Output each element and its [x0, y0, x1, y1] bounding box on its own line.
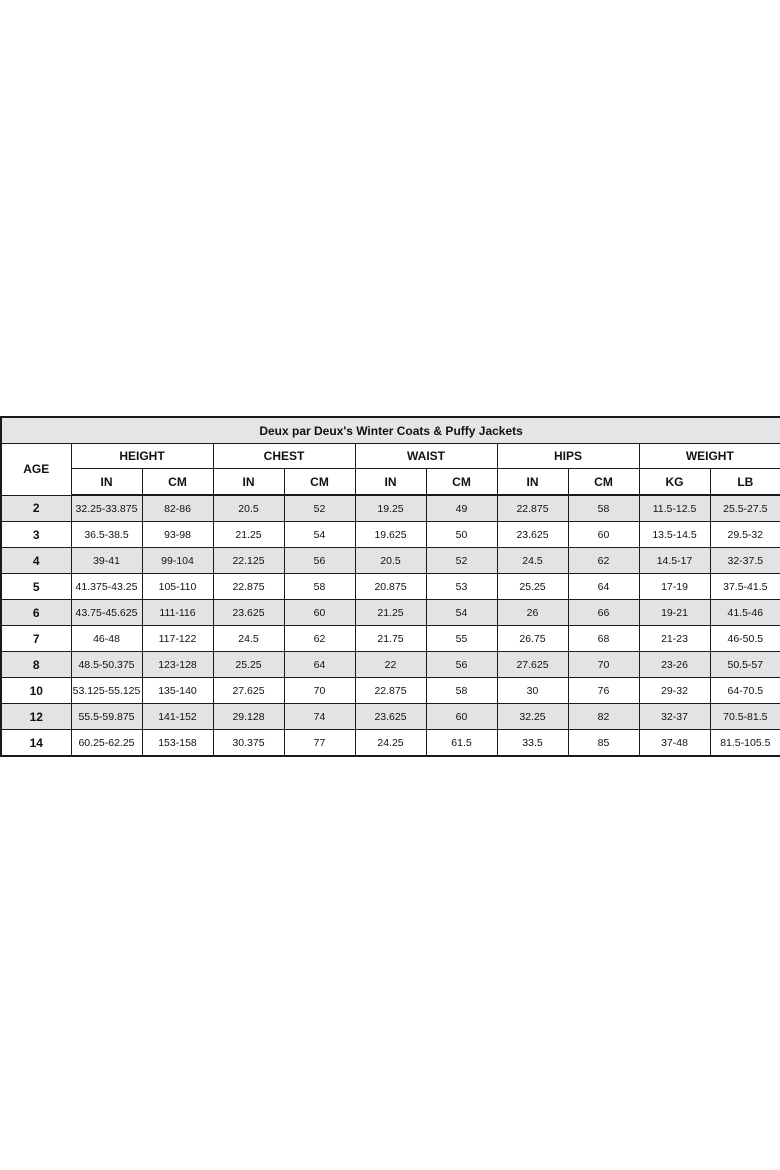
group-header-height: HEIGHT [71, 444, 213, 469]
size-chart-table [0, 416, 780, 757]
cell-chest-cm: 62 [284, 626, 355, 652]
cell-hips-in: 24.5 [497, 548, 568, 574]
unit-header-waist-cm: CM [426, 469, 497, 496]
cell-waist-in: 19.625 [355, 522, 426, 548]
cell-chest-cm: 54 [284, 522, 355, 548]
cell-weight-kg: 11.5-12.5 [639, 495, 710, 522]
cell-chest-cm: 64 [284, 652, 355, 678]
cell-height-cm: 135-140 [142, 678, 213, 704]
cell-waist-in: 19.25 [355, 495, 426, 522]
cell-hips-cm: 68 [568, 626, 639, 652]
cell-height-cm: 153-158 [142, 730, 213, 757]
cell-chest-in: 24.5 [213, 626, 284, 652]
cell-hips-in: 27.625 [497, 652, 568, 678]
cell-waist-cm: 58 [426, 678, 497, 704]
cell-chest-cm: 60 [284, 600, 355, 626]
cell-waist-cm: 52 [426, 548, 497, 574]
unit-header-weight-kg: KG [639, 469, 710, 496]
age-header: AGE [1, 444, 71, 496]
cell-height-cm: 99-104 [142, 548, 213, 574]
unit-header-waist-in: IN [355, 469, 426, 496]
cell-height-cm: 141-152 [142, 704, 213, 730]
unit-header-weight-lb: LB [710, 469, 780, 496]
cell-waist-cm: 56 [426, 652, 497, 678]
cell-waist-in: 21.25 [355, 600, 426, 626]
cell-height-in: 36.5-38.5 [71, 522, 142, 548]
age-cell: 4 [1, 548, 71, 574]
cell-height-in: 39-41 [71, 548, 142, 574]
cell-hips-in: 26.75 [497, 626, 568, 652]
age-cell: 14 [1, 730, 71, 757]
group-header-hips: HIPS [497, 444, 639, 469]
table-row [1, 574, 780, 600]
cell-waist-in: 22.875 [355, 678, 426, 704]
group-header-waist: WAIST [355, 444, 497, 469]
cell-weight-kg: 23-26 [639, 652, 710, 678]
cell-chest-in: 29.128 [213, 704, 284, 730]
cell-waist-in: 20.875 [355, 574, 426, 600]
cell-waist-cm: 53 [426, 574, 497, 600]
table-row [1, 704, 780, 730]
cell-weight-kg: 17-19 [639, 574, 710, 600]
cell-height-in: 32.25-33.875 [71, 495, 142, 522]
cell-chest-cm: 52 [284, 495, 355, 522]
cell-height-cm: 93-98 [142, 522, 213, 548]
cell-hips-in: 32.25 [497, 704, 568, 730]
size-chart-body [1, 495, 780, 756]
table-row [1, 522, 780, 548]
cell-weight-lb: 70.5-81.5 [710, 704, 780, 730]
cell-weight-lb: 46-50.5 [710, 626, 780, 652]
group-header-chest: CHEST [213, 444, 355, 469]
cell-height-cm: 82-86 [142, 495, 213, 522]
cell-weight-lb: 81.5-105.5 [710, 730, 780, 757]
cell-height-in: 43.75-45.625 [71, 600, 142, 626]
unit-header-height-in: IN [71, 469, 142, 496]
cell-hips-in: 22.875 [497, 495, 568, 522]
cell-weight-lb: 32-37.5 [710, 548, 780, 574]
cell-waist-in: 22 [355, 652, 426, 678]
table-row [1, 626, 780, 652]
table-row [1, 652, 780, 678]
cell-hips-in: 33.5 [497, 730, 568, 757]
cell-height-in: 53.125-55.125 [71, 678, 142, 704]
cell-height-cm: 111-116 [142, 600, 213, 626]
unit-header-chest-cm: CM [284, 469, 355, 496]
cell-chest-in: 21.25 [213, 522, 284, 548]
cell-waist-cm: 55 [426, 626, 497, 652]
cell-height-in: 60.25-62.25 [71, 730, 142, 757]
cell-height-in: 55.5-59.875 [71, 704, 142, 730]
cell-waist-cm: 60 [426, 704, 497, 730]
cell-hips-cm: 70 [568, 652, 639, 678]
cell-chest-in: 22.875 [213, 574, 284, 600]
age-cell: 6 [1, 600, 71, 626]
age-cell: 7 [1, 626, 71, 652]
cell-chest-in: 23.625 [213, 600, 284, 626]
cell-weight-kg: 32-37 [639, 704, 710, 730]
cell-waist-cm: 54 [426, 600, 497, 626]
cell-weight-kg: 14.5-17 [639, 548, 710, 574]
cell-chest-cm: 58 [284, 574, 355, 600]
cell-hips-in: 30 [497, 678, 568, 704]
unit-header-chest-in: IN [213, 469, 284, 496]
cell-chest-cm: 77 [284, 730, 355, 757]
table-row [1, 600, 780, 626]
cell-weight-kg: 19-21 [639, 600, 710, 626]
cell-height-cm: 105-110 [142, 574, 213, 600]
unit-header-hips-cm: CM [568, 469, 639, 496]
cell-weight-kg: 29-32 [639, 678, 710, 704]
cell-weight-kg: 37-48 [639, 730, 710, 757]
cell-weight-lb: 64-70.5 [710, 678, 780, 704]
cell-chest-cm: 70 [284, 678, 355, 704]
cell-height-in: 46-48 [71, 626, 142, 652]
cell-hips-cm: 58 [568, 495, 639, 522]
cell-hips-cm: 85 [568, 730, 639, 757]
cell-height-cm: 117-122 [142, 626, 213, 652]
cell-waist-in: 20.5 [355, 548, 426, 574]
age-cell: 10 [1, 678, 71, 704]
table-row [1, 495, 780, 522]
cell-weight-kg: 13.5-14.5 [639, 522, 710, 548]
chart-title: Deux par Deux's Winter Coats & Puffy Jackets [1, 417, 780, 444]
cell-weight-lb: 41.5-46 [710, 600, 780, 626]
cell-hips-in: 26 [497, 600, 568, 626]
cell-waist-in: 21.75 [355, 626, 426, 652]
cell-waist-in: 24.25 [355, 730, 426, 757]
cell-hips-cm: 66 [568, 600, 639, 626]
cell-hips-cm: 64 [568, 574, 639, 600]
cell-hips-cm: 76 [568, 678, 639, 704]
age-cell: 12 [1, 704, 71, 730]
cell-hips-cm: 82 [568, 704, 639, 730]
unit-header-height-cm: CM [142, 469, 213, 496]
cell-weight-lb: 50.5-57 [710, 652, 780, 678]
cell-chest-cm: 74 [284, 704, 355, 730]
cell-height-in: 41.375-43.25 [71, 574, 142, 600]
cell-hips-in: 25.25 [497, 574, 568, 600]
age-cell: 5 [1, 574, 71, 600]
age-cell: 2 [1, 495, 71, 522]
cell-waist-in: 23.625 [355, 704, 426, 730]
cell-height-in: 48.5-50.375 [71, 652, 142, 678]
cell-weight-lb: 37.5-41.5 [710, 574, 780, 600]
cell-chest-in: 25.25 [213, 652, 284, 678]
cell-chest-in: 20.5 [213, 495, 284, 522]
cell-chest-in: 30.375 [213, 730, 284, 757]
cell-height-cm: 123-128 [142, 652, 213, 678]
cell-waist-cm: 49 [426, 495, 497, 522]
cell-chest-cm: 56 [284, 548, 355, 574]
table-row [1, 548, 780, 574]
age-cell: 3 [1, 522, 71, 548]
cell-hips-cm: 62 [568, 548, 639, 574]
cell-weight-lb: 25.5-27.5 [710, 495, 780, 522]
cell-waist-cm: 50 [426, 522, 497, 548]
cell-weight-kg: 21-23 [639, 626, 710, 652]
group-header-weight: WEIGHT [639, 444, 780, 469]
table-row [1, 730, 780, 757]
unit-header-hips-in: IN [497, 469, 568, 496]
cell-hips-in: 23.625 [497, 522, 568, 548]
cell-weight-lb: 29.5-32 [710, 522, 780, 548]
cell-waist-cm: 61.5 [426, 730, 497, 757]
table-row [1, 678, 780, 704]
cell-chest-in: 27.625 [213, 678, 284, 704]
cell-chest-in: 22.125 [213, 548, 284, 574]
age-cell: 8 [1, 652, 71, 678]
cell-hips-cm: 60 [568, 522, 639, 548]
